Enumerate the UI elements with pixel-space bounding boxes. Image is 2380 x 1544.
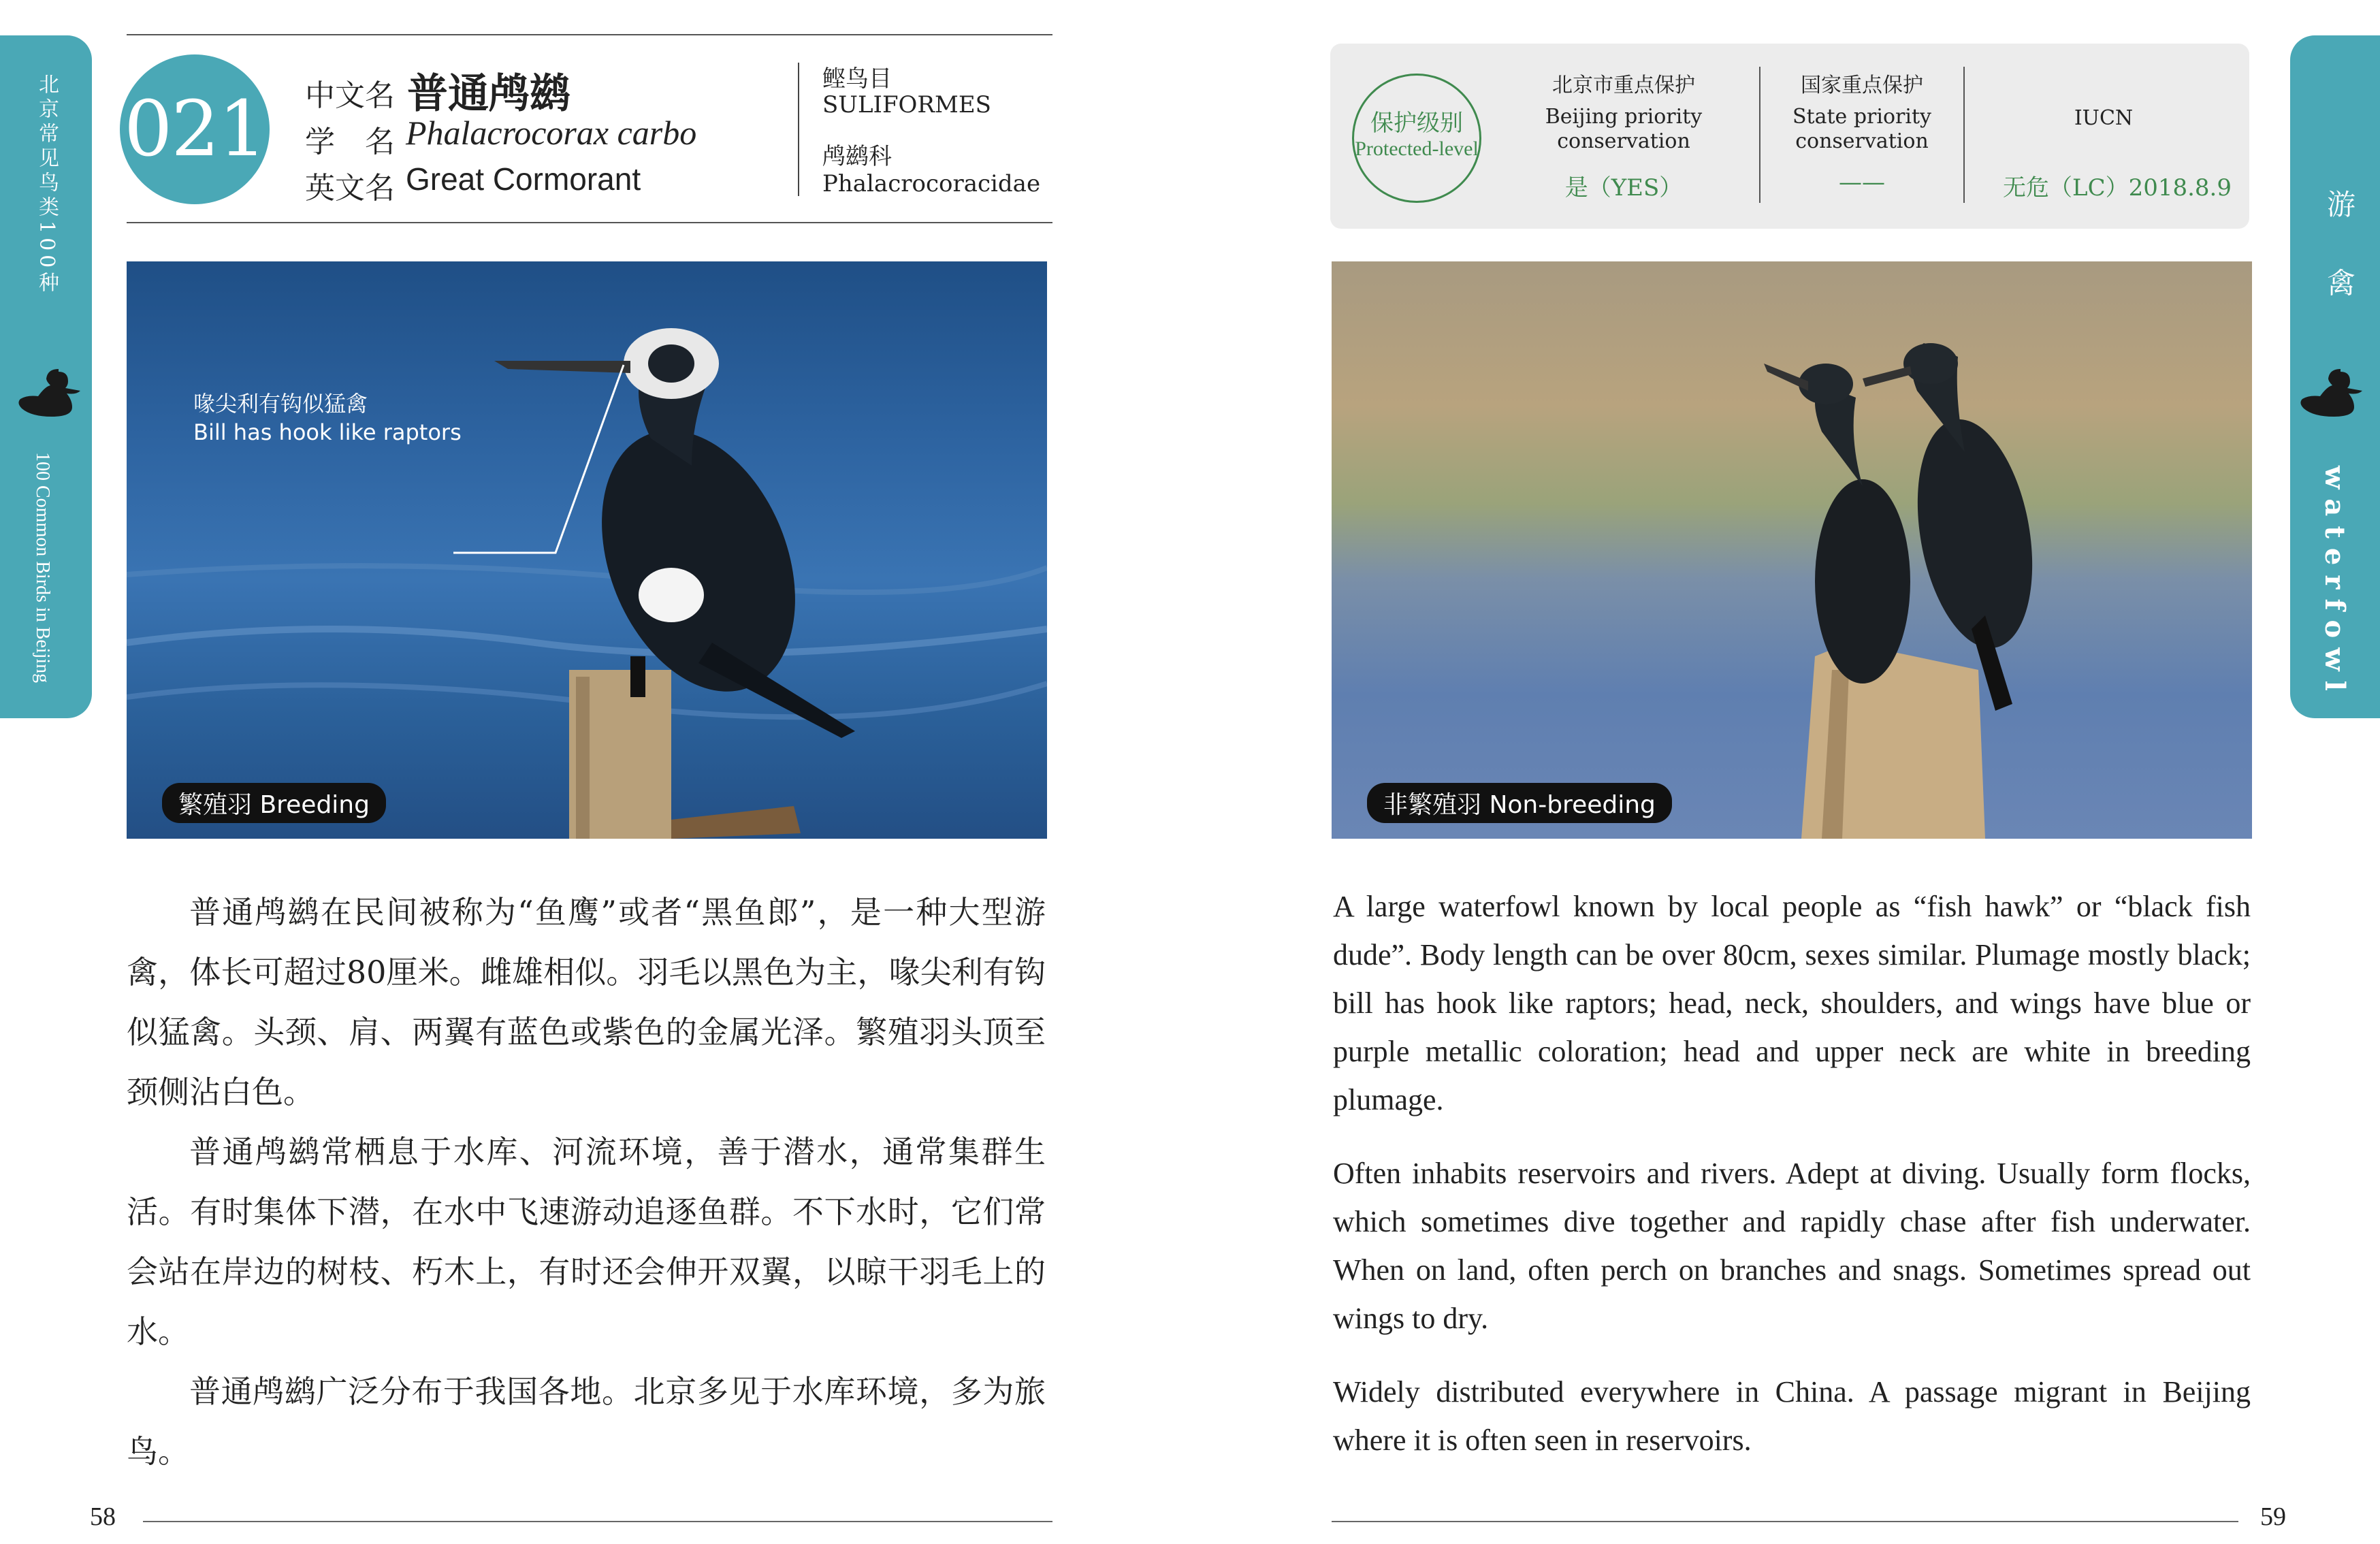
en-name-label: 英文名	[305, 171, 395, 206]
family-cn: 鸬鹚科	[822, 143, 892, 170]
panel-divider	[1963, 67, 1965, 203]
left-tab-text-cn: 北京常见鸟类100种	[35, 74, 59, 297]
beijing-priority-en: Beijing priority conservation	[1545, 105, 1703, 153]
en-paragraph-3: Widely distributed everywhere in China. A passage migrant in Beijing where it is often seen in reservoirs.	[1333, 1375, 2251, 1457]
page-number-right: 59	[2260, 1502, 2286, 1531]
en-name: Great Cormorant	[406, 161, 641, 197]
iucn-value: 无危（LC）2018.8.9	[2003, 174, 2232, 202]
bill-annotation-cn: 喙尖利有钩似猛禽	[193, 391, 368, 417]
annotation-leader-line	[453, 364, 630, 554]
sci-name: Phalacrocorax carbo	[406, 114, 697, 152]
cormorant-nonbreeding-illustration	[1332, 261, 2252, 839]
header-bottom-rule	[127, 222, 1052, 223]
bill-annotation-en: Bill has hook like raptors	[193, 419, 462, 445]
right-tab-text-cn: 游 禽	[2323, 189, 2356, 317]
footer-rule-right	[1332, 1521, 2238, 1522]
left-side-tab	[0, 35, 92, 718]
state-priority-header	[1763, 74, 1961, 154]
protected-level-seal	[1352, 74, 1481, 203]
state-priority-en: State priority conservation	[1792, 105, 1931, 153]
duck-icon	[18, 365, 84, 419]
species-number-badge: 021	[120, 54, 270, 204]
cn-name: 普通鸬鹚	[407, 70, 570, 118]
cn-paragraph-3: 普通鸬鹚广泛分布于我国各地。北京多见于水库环境，多为旅鸟。	[127, 1373, 1046, 1470]
panel-divider	[1759, 67, 1760, 203]
page-number-left: 58	[90, 1502, 116, 1531]
non-breeding-photo	[1332, 261, 2252, 839]
order-cn: 鲣鸟目	[822, 65, 892, 93]
breeding-caption: 繁殖羽 Breeding	[162, 783, 386, 823]
state-priority-value: ——	[1839, 169, 1885, 196]
right-tab-text-en: waterfowl	[2319, 466, 2351, 701]
seal-cn: 保护级别	[1370, 110, 1463, 137]
chinese-description	[127, 882, 1046, 1481]
breeding-photo	[127, 261, 1047, 839]
beijing-priority-header	[1525, 74, 1722, 154]
english-description	[1333, 882, 2251, 1490]
en-paragraph-2: Often inhabits reservoirs and rivers. Adept at diving. Usually form flocks, which sometimes dive together and rapidly chase after fish underwater. When on land, often perch on branches and snags. Sometimes spread out wings to dry.	[1333, 1157, 2251, 1335]
en-paragraph-1: A large waterfowl known by local people as “fish hawk” or “black fish dude”. Body length can be over 80cm, sexes similar. Plumage mostly black; bill has hook like raptors; head, neck, shoulders, and wings have blue or purple metallic coloration; head and upper neck are white in breeding plumage.	[1333, 890, 2251, 1116]
beijing-priority-cn: 北京市重点保护	[1552, 74, 1695, 97]
family-en: Phalacrocoracidae	[822, 170, 1041, 197]
header-divider	[798, 63, 799, 196]
order-en: SULIFORMES	[822, 91, 991, 118]
duck-icon	[2300, 365, 2366, 419]
cn-name-label: 中文名	[305, 78, 395, 113]
right-side-tab	[2290, 35, 2380, 718]
sci-name-label: 学 名	[305, 125, 395, 159]
iucn-label: IUCN	[2074, 106, 2134, 130]
seal-en: Protected-level	[1355, 138, 1479, 160]
state-priority-cn: 国家重点保护	[1801, 74, 1923, 97]
cn-paragraph-2: 普通鸬鹚常栖息于水库、河流环境，善于潜水，通常集群生活。有时集体下潜，在水中飞速游动追逐鱼群。不下水时，它们常会站在岸边的树枝、朽木上，有时还会伸开双翼，以晾干羽毛上的水。	[127, 1133, 1046, 1350]
left-tab-text-en: 100 Common Birds in Beijing	[32, 452, 53, 683]
non-breeding-caption: 非繁殖羽 Non-breeding	[1367, 783, 1672, 823]
beijing-priority-value: 是（YES）	[1564, 174, 1683, 202]
cn-paragraph-1: 普通鸬鹚在民间被称为“鱼鹰”或者“黑鱼郎”，是一种大型游禽，体长可超过80厘米。雌雄相似。羽毛以黑色为主，喙尖利有钩似猛禽。头颈、肩、两翼有蓝色或紫色的金属光泽。繁殖羽头顶至颈侧沾白色。	[127, 894, 1046, 1110]
header-top-rule	[127, 34, 1052, 35]
footer-rule-left	[143, 1521, 1052, 1522]
